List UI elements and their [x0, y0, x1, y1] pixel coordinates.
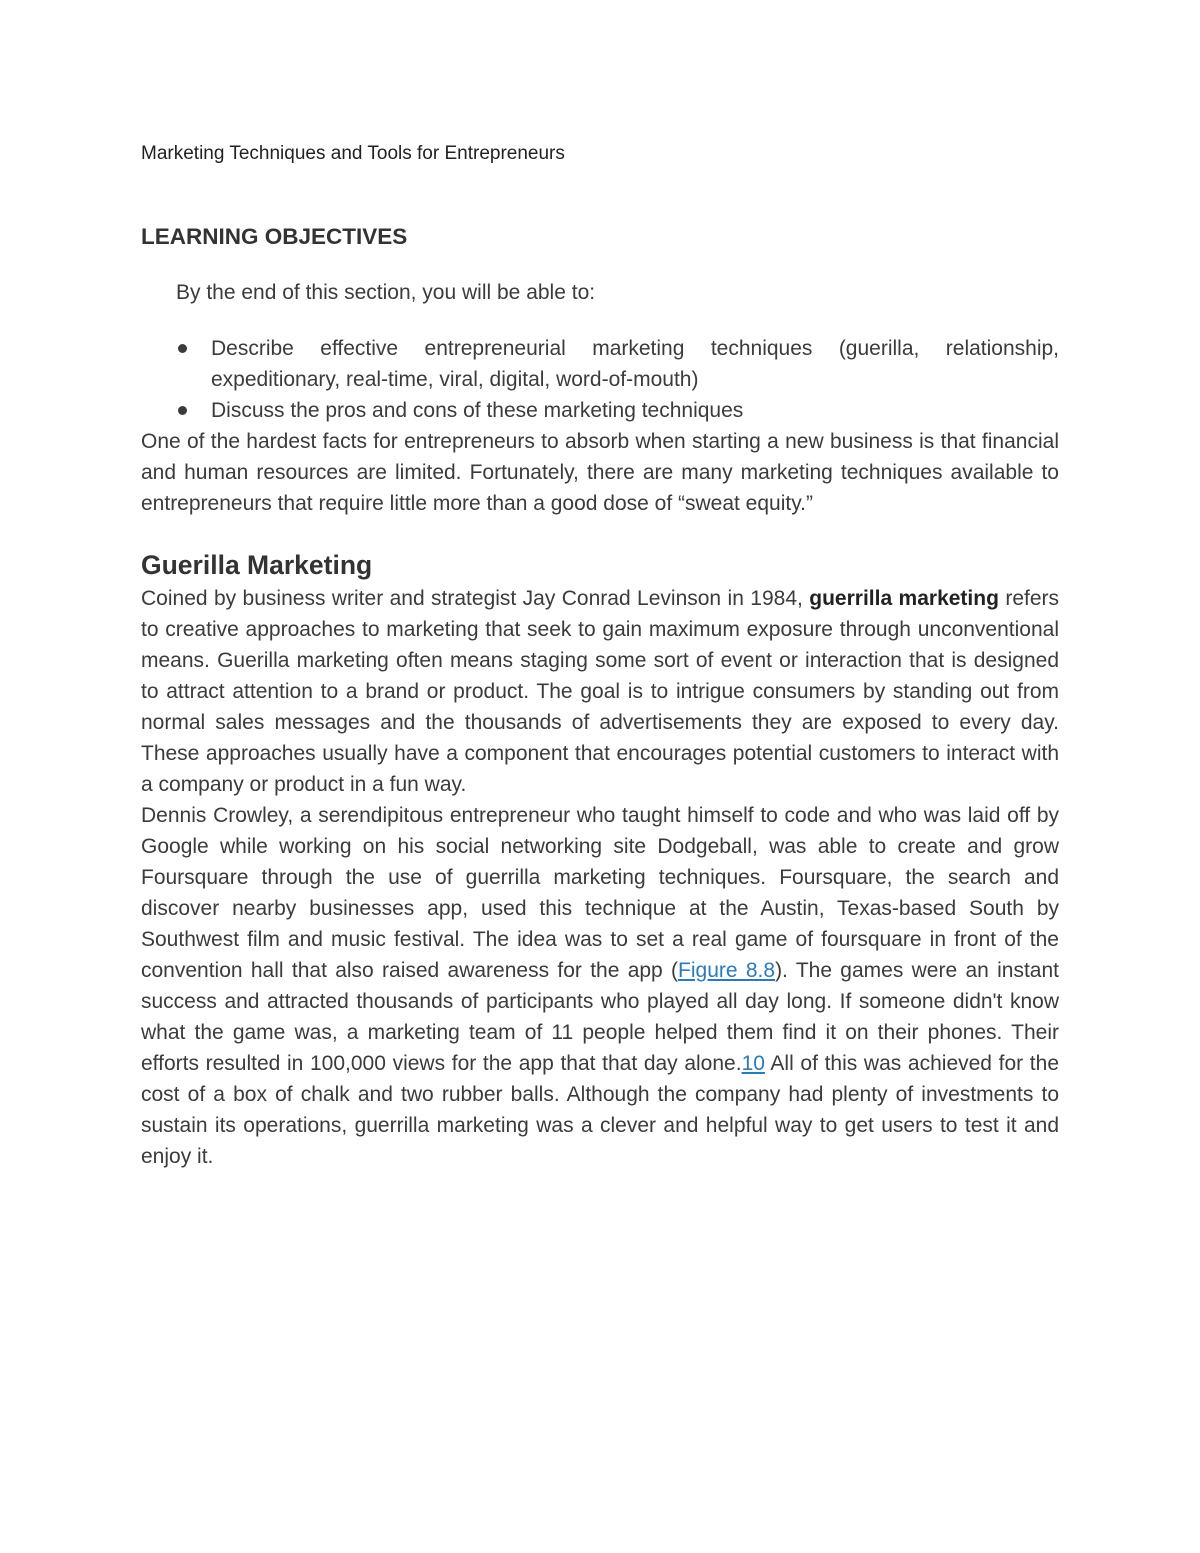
document-title: Marketing Techniques and Tools for Entrepreneurs	[141, 143, 565, 164]
list-item-text: Describe effective entrepreneurial marketing techniques (guerilla, relationship, expeditionary, real-time, viral, digital, word-of-mouth)	[211, 337, 1059, 391]
bullet-icon	[178, 344, 187, 353]
bullet-icon	[178, 406, 187, 415]
learning-objectives-list	[141, 333, 1059, 426]
paragraph-text: refers to creative approaches to marketing that seek to gain maximum exposure through unconventional means. Guerilla marketing often means staging some sort of event or interaction that is designed to attract attention to a brand or product. The goal is to intrigue consumers by standing out from normal sales messages and the thousands of advertisements they are exposed to every day. These approaches usually have a component that encourages potential customers to interact with a company or product in a fun way.	[141, 587, 1060, 796]
paragraph-text: ). The games were an instant success and attracted thousands of participants who played all day long. If someone didn't know what the game was, a marketing team of 11 people helped them find it on their phones. Their efforts resulted in 100,000 views for the app that that day alone.	[141, 959, 1059, 1075]
learning-objectives-intro: By the end of this section, you will be able to:	[176, 281, 596, 304]
intro-paragraph: One of the hardest facts for entrepreneurs to absorb when starting a new business is that financial and human resources are limited. Fortunately, there are many marketing techniques available to entrepreneurs that require little more than a good dose of “sweat equity.”	[141, 430, 1059, 515]
key-term: guerrilla marketing	[809, 587, 999, 610]
list-item	[211, 333, 1059, 395]
list-item-text: Discuss the pros and cons of these marketing techniques	[211, 399, 744, 422]
paragraph-text: All of this was achieved for the cost of a box of chalk and two rubber balls. Although the company had plenty of investments to sustain its operations, guerrilla marketing was a clever and helpful way to get users to test it and enjoy it.	[141, 1052, 1060, 1168]
learning-objectives-heading: LEARNING OBJECTIVES	[141, 224, 408, 249]
footnote-link[interactable]: 10	[741, 1052, 765, 1075]
foursquare-paragraph	[141, 800, 1059, 1172]
paragraph-text: Coined by business writer and strategist Jay Conrad Levinson in 1984,	[141, 587, 810, 610]
guerilla-definition-paragraph	[141, 583, 1059, 800]
figure-link[interactable]: Figure 8.8	[678, 959, 776, 982]
paragraph-text: Dennis Crowley, a serendipitous entrepreneur who taught himself to code and who was laid off by Google while working on his social networking site Dodgeball, was able to create and grow Foursquare through the use of guerrilla marketing techniques. Foursquare, the search and discover nearby businesses app, used this technique at the Austin, Texas-based South by Southwest film and music festival. The idea was to set a real game of foursquare in front of the convention hall that also raised awareness for the app (	[141, 804, 1059, 982]
guerilla-marketing-heading: Guerilla Marketing	[141, 550, 373, 580]
list-item	[211, 395, 1059, 426]
document-page	[141, 138, 1059, 1172]
